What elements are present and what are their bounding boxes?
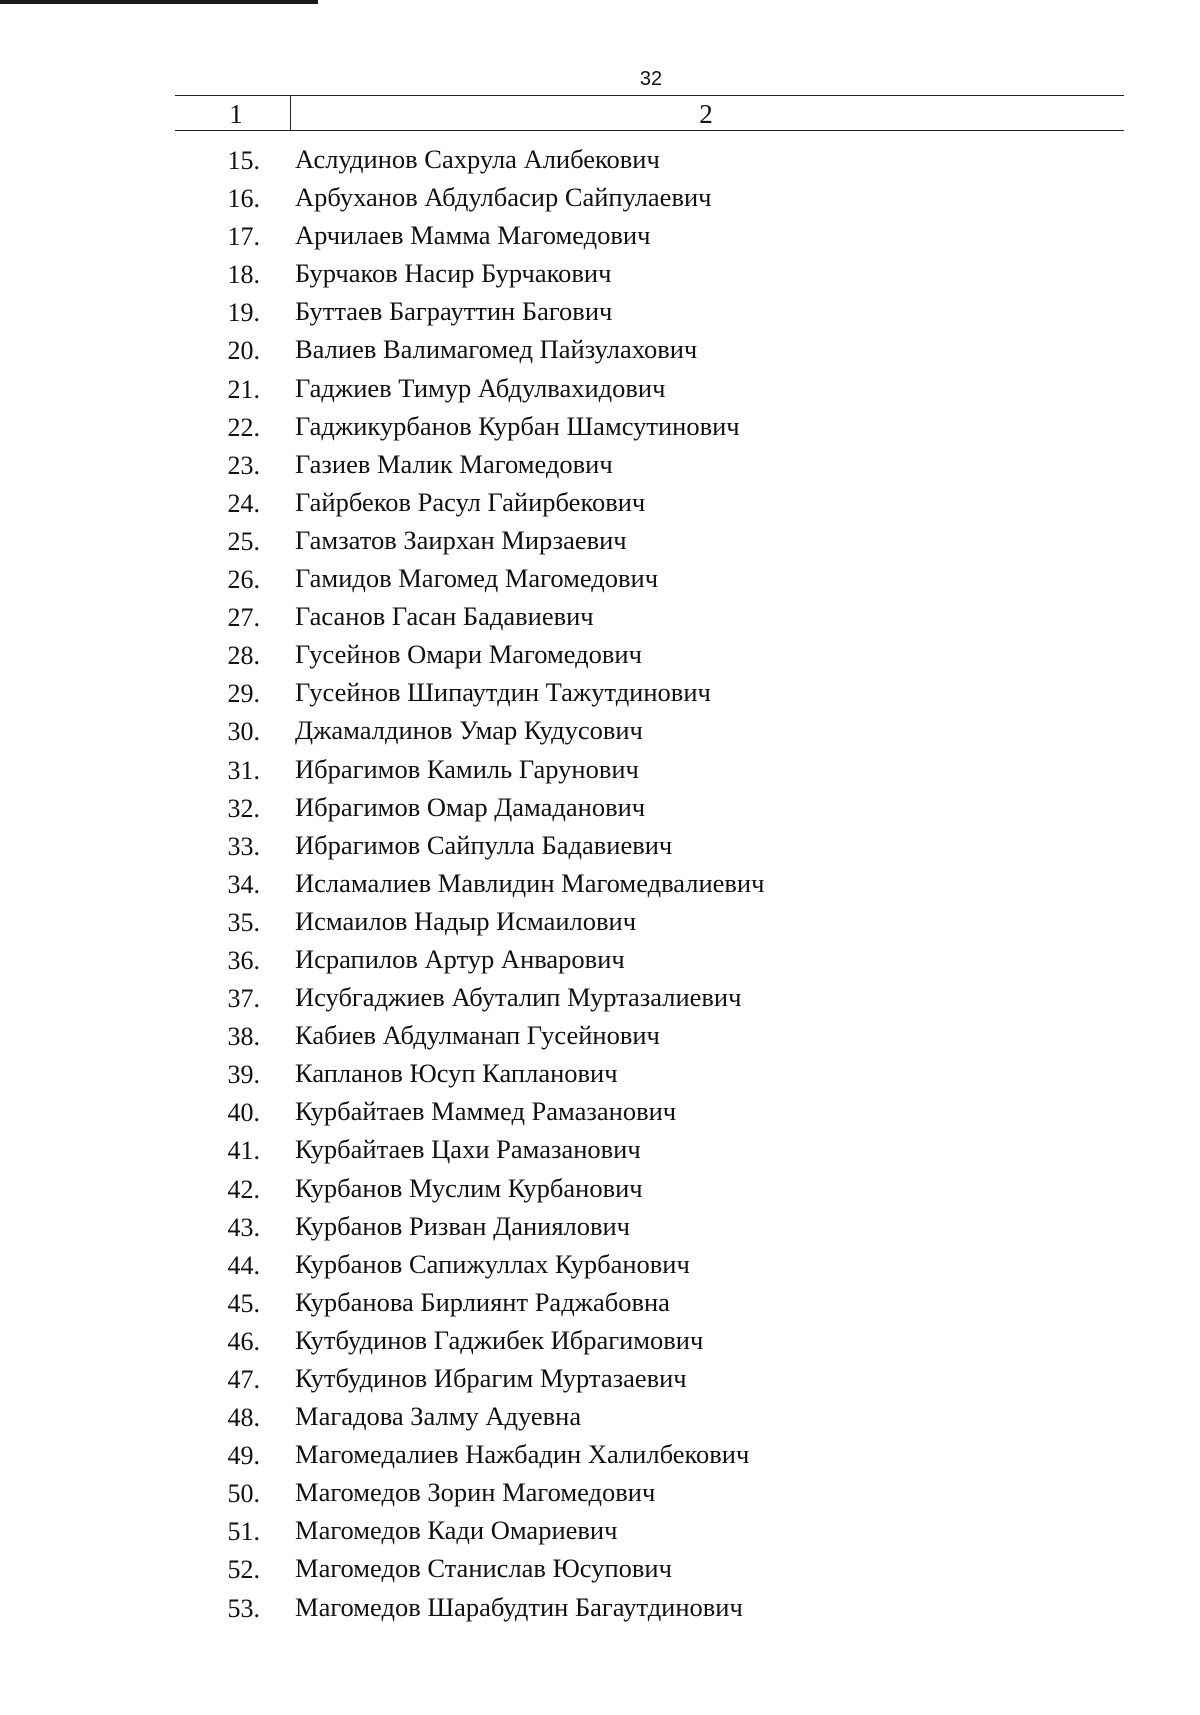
- row-number: 26.: [227, 565, 260, 595]
- row-full-name: Капланов Юсуп Капланович: [295, 1058, 618, 1089]
- list-item: [0, 218, 1200, 256]
- row-full-name: Гаджиев Тимур Абдулвахидович: [295, 372, 666, 403]
- list-item: [0, 1056, 1200, 1094]
- row-full-name: Ибрагимов Камиль Гарунович: [295, 753, 639, 784]
- row-full-name: Бурчаков Насир Бурчакович: [295, 258, 612, 289]
- row-number: 47.: [227, 1365, 260, 1394]
- row-full-name: Джамалдинов Умар Кудусович: [295, 715, 643, 746]
- row-full-name: Магомедов Зорин Магомедович: [295, 1477, 656, 1508]
- list-item: [0, 790, 1200, 828]
- row-full-name: Исубгаджиев Абуталип Муртазалиевич: [295, 982, 742, 1013]
- row-full-name: Гамидов Магомед Магомедович: [295, 563, 659, 594]
- column-header-number: 1: [229, 99, 243, 129]
- list-item: [0, 1551, 1200, 1589]
- list-item: [0, 1018, 1200, 1056]
- row-number: 17.: [227, 222, 260, 252]
- row-full-name: Гамзатов Заирхан Мирзаевич: [295, 524, 627, 555]
- list-item: [0, 447, 1200, 485]
- row-number: 52.: [227, 1555, 260, 1585]
- row-number: 40.: [227, 1098, 260, 1128]
- row-full-name: Гасанов Гасан Бадавиевич: [295, 601, 594, 632]
- list-item: [0, 828, 1200, 866]
- row-number: 36.: [227, 945, 260, 975]
- list-item: [0, 561, 1200, 599]
- row-full-name: Курбайтаев Маммед Рамазанович: [295, 1096, 677, 1127]
- list-item: [0, 294, 1200, 332]
- row-number: 50.: [227, 1479, 260, 1509]
- row-number: 48.: [227, 1403, 260, 1433]
- row-full-name: Арбуханов Абдулбасир Сайпулаевич: [295, 182, 712, 213]
- list-item: [0, 485, 1200, 523]
- list-item: [0, 752, 1200, 790]
- row-number: 51.: [227, 1517, 260, 1547]
- row-number: 25.: [227, 526, 260, 556]
- row-full-name: Магомедов Кади Омариевич: [295, 1515, 618, 1546]
- row-number: 43.: [227, 1212, 260, 1242]
- table-header-bottom-rule: [175, 130, 1124, 131]
- list-item: [0, 1361, 1200, 1399]
- row-number: 19.: [227, 298, 260, 328]
- row-full-name: Ибрагимов Омар Дамаданович: [295, 791, 646, 822]
- list-item: [0, 409, 1200, 447]
- list-item: [0, 1475, 1200, 1513]
- row-number: 28.: [227, 641, 260, 671]
- row-number: 35.: [227, 907, 260, 937]
- row-full-name: Арчилаев Мамма Магомедович: [295, 220, 651, 251]
- list-item: [0, 1247, 1200, 1285]
- list-item: [0, 675, 1200, 713]
- row-full-name: Курбанов Ризван Даниялович: [295, 1210, 631, 1241]
- row-full-name: Гаджикурбанов Курбан Шамсутинович: [295, 410, 740, 441]
- row-number: 22.: [227, 412, 260, 442]
- row-full-name: Магадова Залму Адуевна: [295, 1401, 582, 1432]
- column-header-name: 2: [699, 99, 713, 129]
- list-item: [0, 142, 1200, 180]
- list-item: [0, 1094, 1200, 1132]
- row-number: 29.: [227, 679, 260, 709]
- list-item: [0, 1437, 1200, 1475]
- row-full-name: Ибрагимов Сайпулла Бадавиевич: [295, 829, 673, 860]
- list-item: [0, 1590, 1200, 1628]
- row-full-name: Валиев Валимагомед Пайзулахович: [295, 334, 698, 365]
- list-item: [0, 942, 1200, 980]
- list-item: [0, 180, 1200, 218]
- list-item: [0, 1132, 1200, 1170]
- row-full-name: Гусейнов Шипаутдин Тажутдинович: [295, 677, 711, 708]
- row-full-name: Магомедов Шарабудтин Багаутдинович: [295, 1591, 743, 1622]
- row-full-name: Исламалиев Мавлидин Магомедвалиевич: [295, 867, 765, 898]
- row-number: 33.: [227, 831, 260, 861]
- row-full-name: Гусейнов Омари Магомедович: [295, 639, 642, 670]
- scan-edge-artifact: [0, 0, 318, 4]
- row-full-name: Кутбудинов Ибрагим Муртазаевич: [295, 1363, 687, 1393]
- row-number: 18.: [227, 260, 260, 290]
- row-number: 46.: [227, 1326, 260, 1356]
- list-item: [0, 904, 1200, 942]
- row-number: 23.: [227, 450, 260, 480]
- row-number: 53.: [227, 1593, 260, 1623]
- table-top-rule: [175, 95, 1124, 96]
- row-number: 37.: [227, 984, 260, 1014]
- row-full-name: Гайрбеков Расул Гайирбекович: [295, 486, 646, 517]
- list-item: [0, 256, 1200, 294]
- row-full-name: Магомедалиев Нажбадин Халилбекович: [295, 1439, 750, 1470]
- row-number: 32.: [227, 793, 260, 823]
- row-number: 44.: [227, 1250, 260, 1280]
- row-number: 30.: [227, 717, 260, 747]
- row-number: 15.: [227, 146, 260, 175]
- list-item: [0, 713, 1200, 751]
- row-number: 45.: [227, 1288, 260, 1318]
- list-item: [0, 1171, 1200, 1209]
- row-full-name: Курбайтаев Цахи Рамазанович: [295, 1134, 641, 1165]
- list-item: [0, 1323, 1200, 1361]
- row-full-name: Исрапилов Артур Анварович: [295, 943, 625, 974]
- row-full-name: Аслудинов Сахрула Алибекович: [295, 144, 660, 174]
- list-item: [0, 1209, 1200, 1247]
- row-full-name: Кутбудинов Гаджибек Ибрагимович: [295, 1324, 704, 1355]
- row-number: 16.: [227, 184, 260, 214]
- row-number: 34.: [227, 869, 260, 899]
- row-number: 21.: [227, 374, 260, 404]
- list-item: [0, 523, 1200, 561]
- row-full-name: Магомедов Станислав Юсупович: [295, 1553, 672, 1584]
- list-item: [0, 371, 1200, 409]
- row-full-name: Газиев Малик Магомедович: [295, 448, 613, 479]
- page-number: 32: [639, 68, 663, 90]
- row-full-name: Курбанов Муслим Курбанович: [295, 1172, 643, 1203]
- row-full-name: Исмаилов Надыр Исмаилович: [295, 905, 637, 936]
- row-number: 49.: [227, 1441, 260, 1471]
- list-item: [0, 1513, 1200, 1551]
- list-item: [0, 599, 1200, 637]
- list-item: [0, 866, 1200, 904]
- row-full-name: Курбанова Бирлиянт Раджабовна: [295, 1286, 670, 1317]
- list-item: [0, 1285, 1200, 1323]
- names-list: [0, 142, 1200, 1628]
- column-divider: [290, 96, 291, 130]
- row-number: 31.: [227, 755, 260, 785]
- row-number: 39.: [227, 1060, 260, 1090]
- row-number: 27.: [227, 603, 260, 633]
- list-item: [0, 1399, 1200, 1437]
- row-full-name: Курбанов Сапижуллах Курбанович: [295, 1248, 690, 1279]
- list-item: [0, 980, 1200, 1018]
- row-number: 20.: [227, 336, 260, 366]
- row-number: 38.: [227, 1022, 260, 1052]
- row-full-name: Кабиев Абдулманап Гусейнович: [295, 1020, 660, 1051]
- row-full-name: Буттаев Баграуттин Багович: [295, 296, 613, 327]
- row-number: 24.: [227, 488, 260, 518]
- row-number: 41.: [227, 1136, 260, 1166]
- list-item: [0, 637, 1200, 675]
- row-number: 42.: [227, 1174, 260, 1204]
- list-item: [0, 332, 1200, 370]
